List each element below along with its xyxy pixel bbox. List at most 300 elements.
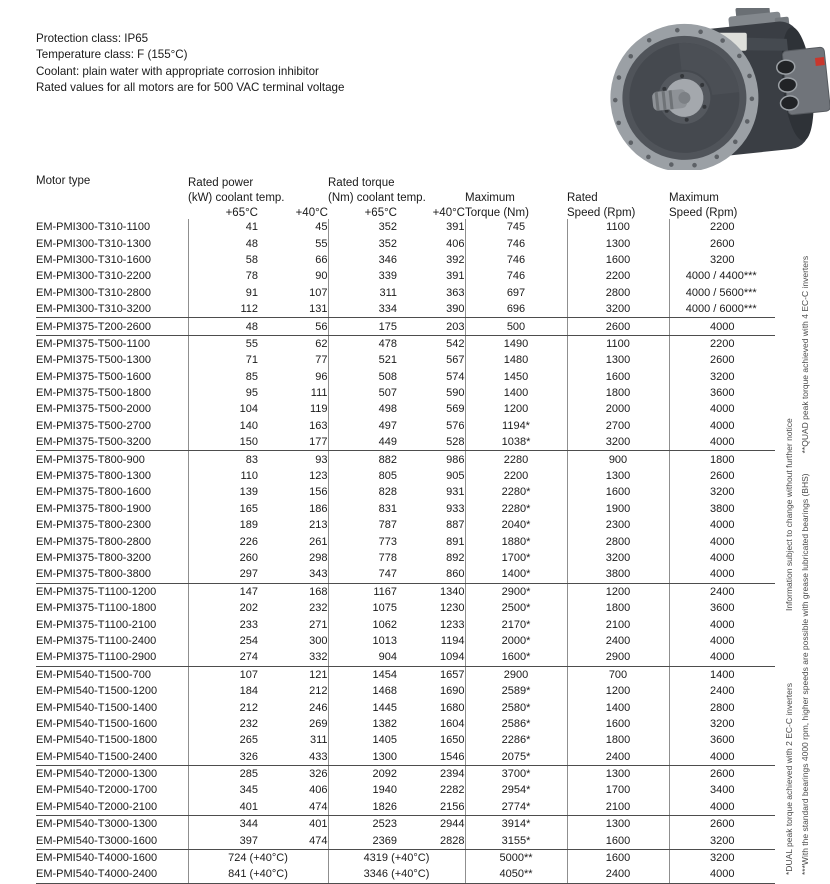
value-cell: 1400: [465, 385, 567, 401]
value-cell: 271: [309, 618, 328, 631]
header-power-unit: (kW) coolant temp.: [188, 192, 285, 204]
value-cell: 567: [446, 354, 465, 367]
value-cell: 2800: [669, 699, 775, 715]
spec-line-temperature: Temperature class: F (155°C): [36, 48, 188, 62]
value-cell: 1490: [465, 335, 567, 352]
value-cell: 1340: [440, 585, 465, 598]
spec-line-coolant: Coolant: plain water with appropriate corrosion inhibitor: [36, 64, 319, 78]
table-row: [36, 418, 775, 434]
value-cell: 93: [315, 453, 328, 466]
value-cell: 697: [465, 285, 567, 301]
value-cell: 343: [258, 566, 328, 583]
header-max-speed-1: Maximum: [669, 192, 719, 204]
value-cell: 1200: [567, 683, 669, 699]
table-row: [36, 816, 775, 833]
value-cell: 1400: [567, 699, 669, 715]
value-cell: 4000 / 4400***: [669, 268, 775, 284]
value-cell: 1480: [465, 352, 567, 368]
value-cell: 1233: [440, 618, 465, 631]
table-row: [36, 501, 775, 517]
value-cell: 2500*: [465, 600, 567, 616]
value-cell: 344: [188, 816, 258, 833]
value-cell: 311: [328, 285, 397, 301]
table-row: [36, 252, 775, 268]
value-cell: 3200: [567, 301, 669, 318]
value-cell: 2282: [440, 784, 465, 797]
value-cell: 590: [446, 387, 465, 400]
value-cell: 1300: [567, 352, 669, 368]
value-cell: 401: [309, 818, 328, 831]
table-row: [36, 832, 775, 849]
vertical-footnotes: [781, 255, 813, 875]
value-cell: 147: [188, 583, 258, 600]
motor-type-cell: EM-PMI540-T4000-1600: [36, 852, 158, 865]
motor-type-cell: EM-PMI540-T4000-2400: [36, 866, 188, 883]
value-cell: 1604: [440, 717, 465, 730]
table-row: [36, 219, 775, 235]
value-cell: 497: [328, 418, 397, 434]
table-row: [36, 235, 775, 251]
value-cell: 104: [188, 401, 258, 417]
value-cell: 4000: [669, 566, 775, 583]
value-cell: 1657: [440, 668, 465, 681]
value-cell: 4000: [669, 517, 775, 533]
value-cell: 900: [567, 451, 669, 468]
value-cell: 3200: [567, 434, 669, 451]
header-rated-speed-1: Rated: [567, 192, 598, 204]
value-cell: 212: [309, 685, 328, 698]
value-cell: 746: [465, 252, 567, 268]
value-cell: 269: [309, 717, 328, 730]
value-cell: 1600: [567, 716, 669, 732]
table-row: [36, 385, 775, 401]
motor-type-cell: EM-PMI375-T800-1600: [36, 486, 151, 499]
motor-type-cell: EM-PMI300-T310-1100: [36, 221, 151, 234]
value-cell: 474: [258, 799, 328, 816]
motor-type-cell: EM-PMI375-T500-2000: [36, 403, 151, 416]
value-cell: 111: [310, 387, 328, 400]
motor-type-cell: EM-PMI375-T1100-1200: [36, 585, 157, 598]
value-cell: 339: [328, 268, 397, 284]
footnote-info-subject: Information subject to change without further notice: [784, 418, 794, 612]
value-cell: 112: [188, 301, 258, 318]
value-cell: 66: [315, 253, 328, 266]
value-cell: 2400: [669, 683, 775, 699]
table-row: [36, 765, 775, 782]
value-cell: 500: [465, 318, 567, 335]
table-row: [36, 434, 775, 451]
value-cell: 392: [446, 253, 465, 266]
value-cell: 55: [315, 237, 328, 250]
value-cell: 1038*: [465, 434, 567, 451]
table-row: [36, 268, 775, 284]
value-cell: 1100: [567, 219, 669, 235]
value-cell: 3400: [669, 782, 775, 798]
value-cell: 700: [567, 666, 669, 683]
value-cell: 2400: [567, 866, 669, 883]
value-cell: 58: [188, 252, 258, 268]
value-cell: 189: [188, 517, 258, 533]
value-cell: 4000 / 6000***: [669, 301, 775, 318]
value-cell: 1013: [328, 633, 397, 649]
value-cell: 298: [309, 552, 328, 564]
value-cell: 326: [309, 768, 328, 781]
value-cell: 345: [188, 782, 258, 798]
table-row: [36, 799, 775, 816]
value-cell: 3800: [567, 566, 669, 583]
value-cell: 2828: [397, 832, 465, 849]
spec-line-protection: Protection class: IP65: [36, 32, 149, 45]
value-cell: 212: [188, 699, 258, 715]
table-row: [36, 666, 775, 683]
value-cell: 3600: [669, 732, 775, 748]
value-cell: 828: [328, 484, 397, 500]
value-cell: 1800: [567, 732, 669, 748]
value-cell: 2200: [669, 335, 775, 352]
motor-type-cell: EM-PMI375-T500-2700: [36, 419, 151, 432]
value-cell: 4000: [669, 633, 775, 649]
table-row: [36, 683, 775, 699]
value-cell: 787: [328, 517, 397, 533]
value-cell: 1200: [465, 401, 567, 417]
value-cell: 165: [188, 501, 258, 517]
motor-type-cell: EM-PMI375-T1100-2100: [36, 618, 157, 631]
value-cell: 1100: [567, 335, 669, 352]
header-torque-40: +40°C: [432, 207, 465, 219]
value-cell: 747: [328, 566, 397, 583]
value-cell: 2600: [669, 235, 775, 251]
motor-type-cell: EM-PMI540-T2000-1700: [36, 784, 158, 797]
value-cell: 4319 (+40°C): [328, 849, 465, 866]
table-row: [36, 451, 775, 468]
value-cell: 2600: [669, 765, 775, 782]
value-cell: 391: [446, 270, 465, 283]
value-cell: 406: [309, 784, 328, 797]
value-cell: 1700: [567, 782, 669, 798]
value-cell: 2900: [465, 666, 567, 683]
value-cell: 203: [397, 318, 465, 335]
value-cell: 1700*: [465, 550, 567, 566]
value-cell: 3200: [669, 252, 775, 268]
table-row: [36, 749, 775, 766]
value-cell: 773: [328, 533, 397, 549]
value-cell: 139: [188, 484, 258, 500]
value-cell: 2156: [397, 799, 465, 816]
value-cell: 1200: [567, 583, 669, 600]
value-cell: 1600: [567, 369, 669, 385]
value-cell: 521: [328, 352, 397, 368]
value-cell: 433: [258, 749, 328, 766]
table-row: [36, 782, 775, 798]
value-cell: 123: [309, 470, 328, 483]
table-row: [36, 716, 775, 732]
value-cell: 1940: [328, 782, 397, 798]
table-row: [36, 335, 775, 352]
value-cell: 326: [188, 749, 258, 766]
value-cell: 508: [328, 369, 397, 385]
value-cell: 986: [446, 453, 465, 466]
value-cell: 397: [188, 832, 258, 849]
value-cell: 311: [309, 734, 328, 747]
value-cell: 831: [328, 501, 397, 517]
footnote-bearings: ***With the standard bearings 4000 rpm, higher speeds are possible with grease lubricated bearings (BHS): [800, 473, 810, 875]
value-cell: 55: [188, 335, 258, 352]
value-cell: 1450: [465, 369, 567, 385]
table-row: [36, 468, 775, 484]
value-cell: 2000: [567, 401, 669, 417]
value-cell: 3200: [669, 832, 775, 849]
value-cell: 2394: [440, 768, 465, 781]
value-cell: 474: [258, 832, 328, 849]
value-cell: 2600: [669, 352, 775, 368]
motor-type-cell: EM-PMI540-T1500-1600: [36, 717, 158, 730]
motor-type-cell: EM-PMI300-T310-3200: [36, 301, 188, 318]
value-cell: 1300: [567, 468, 669, 484]
value-cell: 406: [446, 237, 465, 250]
value-cell: 2954*: [465, 782, 567, 798]
table-row: [36, 285, 775, 301]
value-cell: 3155*: [465, 832, 567, 849]
value-cell: 334: [328, 301, 397, 318]
value-cell: 48: [188, 235, 258, 251]
value-cell: 5000**: [465, 849, 567, 866]
value-cell: 332: [258, 649, 328, 666]
value-cell: 933: [446, 502, 465, 515]
value-cell: 724 (+40°C): [188, 849, 328, 866]
value-cell: 4000: [669, 434, 775, 451]
header-max-torque-1: Maximum: [465, 192, 515, 204]
spec-summary: [36, 31, 344, 96]
value-cell: 297: [188, 566, 258, 583]
value-cell: 2400: [567, 633, 669, 649]
value-cell: 274: [188, 649, 258, 666]
value-cell: 1546: [397, 749, 465, 766]
header-max-speed-2: Speed (Rpm): [669, 207, 738, 219]
table-body: [36, 219, 775, 883]
value-cell: 3200: [669, 484, 775, 500]
value-cell: 2600: [567, 318, 669, 335]
value-cell: 1600: [567, 484, 669, 500]
value-cell: 2286*: [465, 732, 567, 748]
value-cell: 507: [328, 385, 397, 401]
value-cell: 2400: [567, 749, 669, 766]
value-cell: 56: [258, 318, 328, 335]
footnote-line-outer: [797, 255, 813, 875]
header-rated-torque: Rated torque: [328, 177, 395, 189]
value-cell: 2000*: [465, 633, 567, 649]
value-cell: 2200: [465, 468, 567, 484]
value-cell: 95: [188, 385, 258, 401]
value-cell: 841 (+40°C): [188, 866, 328, 883]
header-power-65: +65°C: [225, 207, 258, 219]
value-cell: 905: [446, 470, 465, 483]
value-cell: 1880*: [465, 533, 567, 549]
value-cell: 213: [309, 519, 328, 532]
value-cell: 2170*: [465, 616, 567, 632]
value-cell: 140: [188, 418, 258, 434]
value-cell: 232: [309, 602, 328, 615]
value-cell: 2600: [669, 468, 775, 484]
motor-type-cell: EM-PMI540-T1500-1200: [36, 685, 158, 698]
value-cell: 2800: [567, 285, 669, 301]
value-cell: 1445: [328, 699, 397, 715]
table-row: [36, 352, 775, 368]
value-cell: 1468: [328, 683, 397, 699]
value-cell: 576: [446, 419, 465, 432]
value-cell: 3914*: [465, 816, 567, 833]
value-cell: 449: [328, 434, 397, 451]
value-cell: 478: [328, 335, 397, 352]
motor-type-cell: EM-PMI375-T500-1300: [36, 354, 151, 367]
value-cell: 62: [315, 337, 328, 350]
value-cell: 2280*: [465, 501, 567, 517]
value-cell: 2774*: [465, 799, 567, 816]
value-cell: 91: [188, 285, 258, 301]
value-cell: 233: [188, 616, 258, 632]
value-cell: 892: [446, 552, 465, 564]
value-cell: 528: [397, 434, 465, 451]
value-cell: 1800: [669, 451, 775, 468]
value-cell: 745: [465, 219, 567, 235]
motor-type-cell: EM-PMI540-T1500-700: [36, 668, 151, 681]
motor-type-cell: EM-PMI540-T1500-2400: [36, 749, 188, 766]
value-cell: 931: [446, 486, 465, 499]
value-cell: 90: [315, 270, 328, 283]
value-cell: 346: [328, 252, 397, 268]
value-cell: 186: [309, 502, 328, 515]
value-cell: 107: [188, 666, 258, 683]
value-cell: 1600: [567, 252, 669, 268]
value-cell: 2400: [669, 583, 775, 600]
value-cell: 202: [188, 600, 258, 616]
motor-spec-table: [36, 174, 775, 884]
value-cell: 260: [188, 550, 258, 566]
motor-type-cell: EM-PMI375-T500-1800: [36, 387, 151, 400]
value-cell: 246: [309, 701, 328, 714]
value-cell: 2580*: [465, 699, 567, 715]
value-cell: 2589*: [465, 683, 567, 699]
motor-type-cell: EM-PMI375-T800-3200: [36, 552, 151, 564]
motor-type-cell: EM-PMI375-T800-1900: [36, 502, 151, 515]
motor-type-cell: EM-PMI540-T1500-1400: [36, 701, 158, 714]
value-cell: 3600: [669, 385, 775, 401]
motor-type-cell: EM-PMI540-T2000-1300: [36, 768, 158, 781]
value-cell: 1300: [567, 235, 669, 251]
footnote-line-inner: [781, 255, 797, 875]
spec-line-rated-values: Rated values for all motors are for 500 VAC terminal voltage: [36, 80, 345, 94]
motor-type-cell: EM-PMI540-T3000-1300: [36, 818, 158, 831]
header-rated-speed-2: Speed (Rpm): [567, 207, 636, 219]
value-cell: 3346 (+40°C): [328, 866, 465, 883]
motor-type-cell: EM-PMI300-T310-1600: [36, 253, 151, 266]
value-cell: 2586*: [465, 716, 567, 732]
table-row: [36, 732, 775, 748]
footnote-dual: *DUAL peak torque achieved with 2 EC-C inverters: [784, 683, 794, 875]
value-cell: 1382: [328, 716, 397, 732]
value-cell: 391: [446, 221, 465, 234]
value-cell: 131: [258, 301, 328, 318]
value-cell: 2040*: [465, 517, 567, 533]
motor-type-cell: EM-PMI300-T310-1300: [36, 237, 151, 250]
value-cell: 1650: [440, 734, 465, 747]
value-cell: 2300: [567, 517, 669, 533]
value-cell: 261: [309, 535, 328, 548]
value-cell: 2944: [440, 818, 465, 831]
value-cell: 175: [328, 318, 397, 335]
value-cell: 887: [446, 519, 465, 532]
value-cell: 1300: [567, 765, 669, 782]
footnote-quad: **QUAD peak torque achieved with 4 EC-C inverters: [800, 255, 810, 454]
table-row: [36, 484, 775, 500]
value-cell: 78: [188, 268, 258, 284]
value-cell: 1300: [328, 749, 397, 766]
value-cell: 2523: [328, 816, 397, 833]
table-row: [36, 566, 775, 583]
motor-type-cell: EM-PMI300-T310-2200: [36, 270, 151, 283]
value-cell: 4000: [669, 616, 775, 632]
value-cell: 401: [188, 799, 258, 816]
value-cell: 390: [397, 301, 465, 318]
value-cell: 2100: [567, 616, 669, 632]
value-cell: 1800: [567, 600, 669, 616]
value-cell: 4000: [669, 533, 775, 549]
value-cell: 696: [465, 301, 567, 318]
value-cell: 2280*: [465, 484, 567, 500]
motor-type-cell: EM-PMI375-T800-3800: [36, 566, 188, 583]
value-cell: 77: [315, 354, 328, 367]
table-header: [36, 174, 775, 219]
value-cell: 1690: [440, 685, 465, 698]
value-cell: 168: [309, 585, 328, 598]
value-cell: 2600: [669, 816, 775, 833]
table-row: [36, 649, 775, 666]
motor-type-cell: EM-PMI540-T3000-1600: [36, 832, 188, 849]
motor-type-cell: EM-PMI375-T200-2600: [36, 318, 188, 335]
value-cell: 1230: [440, 602, 465, 615]
table-row: [36, 633, 775, 649]
header-torque-65: +65°C: [364, 207, 397, 219]
table-row: [36, 866, 775, 883]
motor-type-cell: EM-PMI375-T500-1600: [36, 370, 151, 383]
value-cell: 2092: [328, 765, 397, 782]
table-row: [36, 318, 775, 335]
motor-type-cell: EM-PMI375-T1100-2900: [36, 649, 188, 666]
table-row: [36, 849, 775, 866]
value-cell: 48: [188, 318, 258, 335]
value-cell: 41: [188, 219, 258, 235]
value-cell: 265: [188, 732, 258, 748]
value-cell: 83: [188, 451, 258, 468]
value-cell: 1826: [328, 799, 397, 816]
motor-type-cell: EM-PMI540-T2000-2100: [36, 799, 188, 816]
value-cell: 882: [328, 451, 397, 468]
table-row: [36, 517, 775, 533]
value-cell: 254: [188, 633, 258, 649]
value-cell: 1600: [567, 849, 669, 866]
value-cell: 498: [328, 401, 397, 417]
motor-type-cell: EM-PMI300-T310-2800: [36, 286, 151, 299]
table-row: [36, 583, 775, 600]
value-cell: 1600: [567, 832, 669, 849]
motor-type-cell: EM-PMI375-T800-2800: [36, 535, 151, 548]
value-cell: 150: [188, 434, 258, 451]
value-cell: 177: [258, 434, 328, 451]
motor-type-cell: EM-PMI375-T800-2300: [36, 519, 151, 532]
value-cell: 1062: [328, 616, 397, 632]
value-cell: 1600*: [465, 649, 567, 666]
value-cell: 891: [446, 535, 465, 548]
table-row: [36, 550, 775, 566]
